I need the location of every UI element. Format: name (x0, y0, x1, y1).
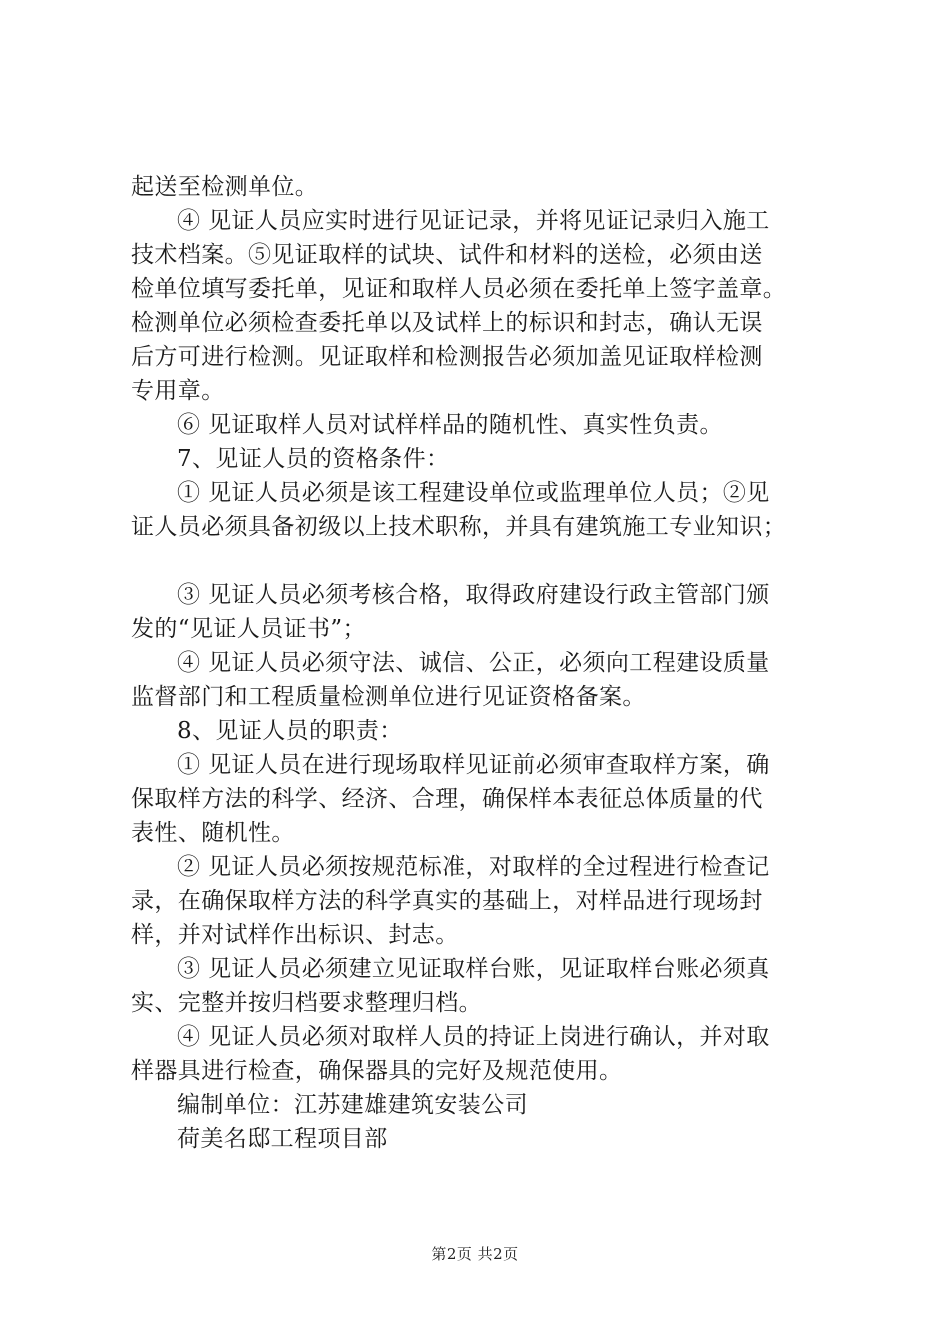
text-line: 录，在确保取样方法的科学真实的基础上，对样品进行现场封 (131, 888, 763, 914)
text-line: ① 见证人员在进行现场取样见证前必须审查取样方案，确 (177, 752, 770, 778)
text-line: 后方可进行检测。见证取样和检测报告必须加盖见证取样检测 (131, 344, 763, 370)
text-line: 检单位填写委托单，见证和取样人员必须在委托单上签字盖章。 (131, 276, 787, 302)
text-line: 实、完整并按归档要求整理归档。 (131, 990, 482, 1016)
text-line: ③ 见证人员必须考核合格，取得政府建设行政主管部门颁 (177, 582, 770, 608)
text-line: 专用章。 (131, 378, 225, 404)
text-line: ① 见证人员必须是该工程建设单位或监理单位人员；②见 (177, 480, 770, 506)
text-line: 技术档案。⑤见证取样的试块、试件和材料的送检，必须由送 (131, 242, 763, 268)
text-line: 样器具进行检查，确保器具的完好及规范使用。 (131, 1058, 623, 1084)
text-line: 保取样方法的科学、经济、合理，确保样本表征总体质量的代 (131, 786, 763, 812)
text-line: 证人员必须具备初级以上技术职称，并具有建筑施工专业知识； (131, 514, 787, 540)
document-body (131, 170, 845, 1156)
section-heading: 7、见证人员的资格条件： (177, 446, 450, 472)
text-line: 监督部门和工程质量检测单位进行见证资格备案。 (131, 684, 646, 710)
text-line: ② 见证人员必须按规范标准，对取样的全过程进行检查记 (177, 854, 770, 880)
text-line: 发的“见证人员证书”； (131, 616, 366, 642)
text-line: 起送至检测单位。 (131, 174, 319, 200)
text-line: ⑥ 见证取样人员对试样样品的随机性、真实性负责。 (177, 412, 723, 438)
text-line: 表性、随机性。 (131, 820, 295, 846)
text-line: ④ 见证人员必须守法、诚信、公正，必须向工程建设质量 (177, 650, 770, 676)
text-line: 样，并对试样作出标识、封志。 (131, 922, 459, 948)
text-line: ④ 见证人员必须对取样人员的持证上岗进行确认，并对取 (177, 1024, 770, 1050)
author-unit: 编制单位：江苏建雄建筑安装公司 (177, 1092, 528, 1118)
page-number: 第2页 共2页 (431, 1245, 519, 1263)
section-heading: 8、见证人员的职责： (177, 718, 403, 744)
author-department: 荷美名邸工程项目部 (177, 1126, 388, 1152)
blank-line (131, 544, 845, 578)
text-line: 检测单位必须检查委托单以及试样上的标识和封志，确认无误 (131, 310, 763, 336)
text-line: ④ 见证人员应实时进行见证记录，并将见证记录归入施工 (177, 208, 770, 234)
text-line: ③ 见证人员必须建立见证取样台账，见证取样台账必须真 (177, 956, 770, 982)
